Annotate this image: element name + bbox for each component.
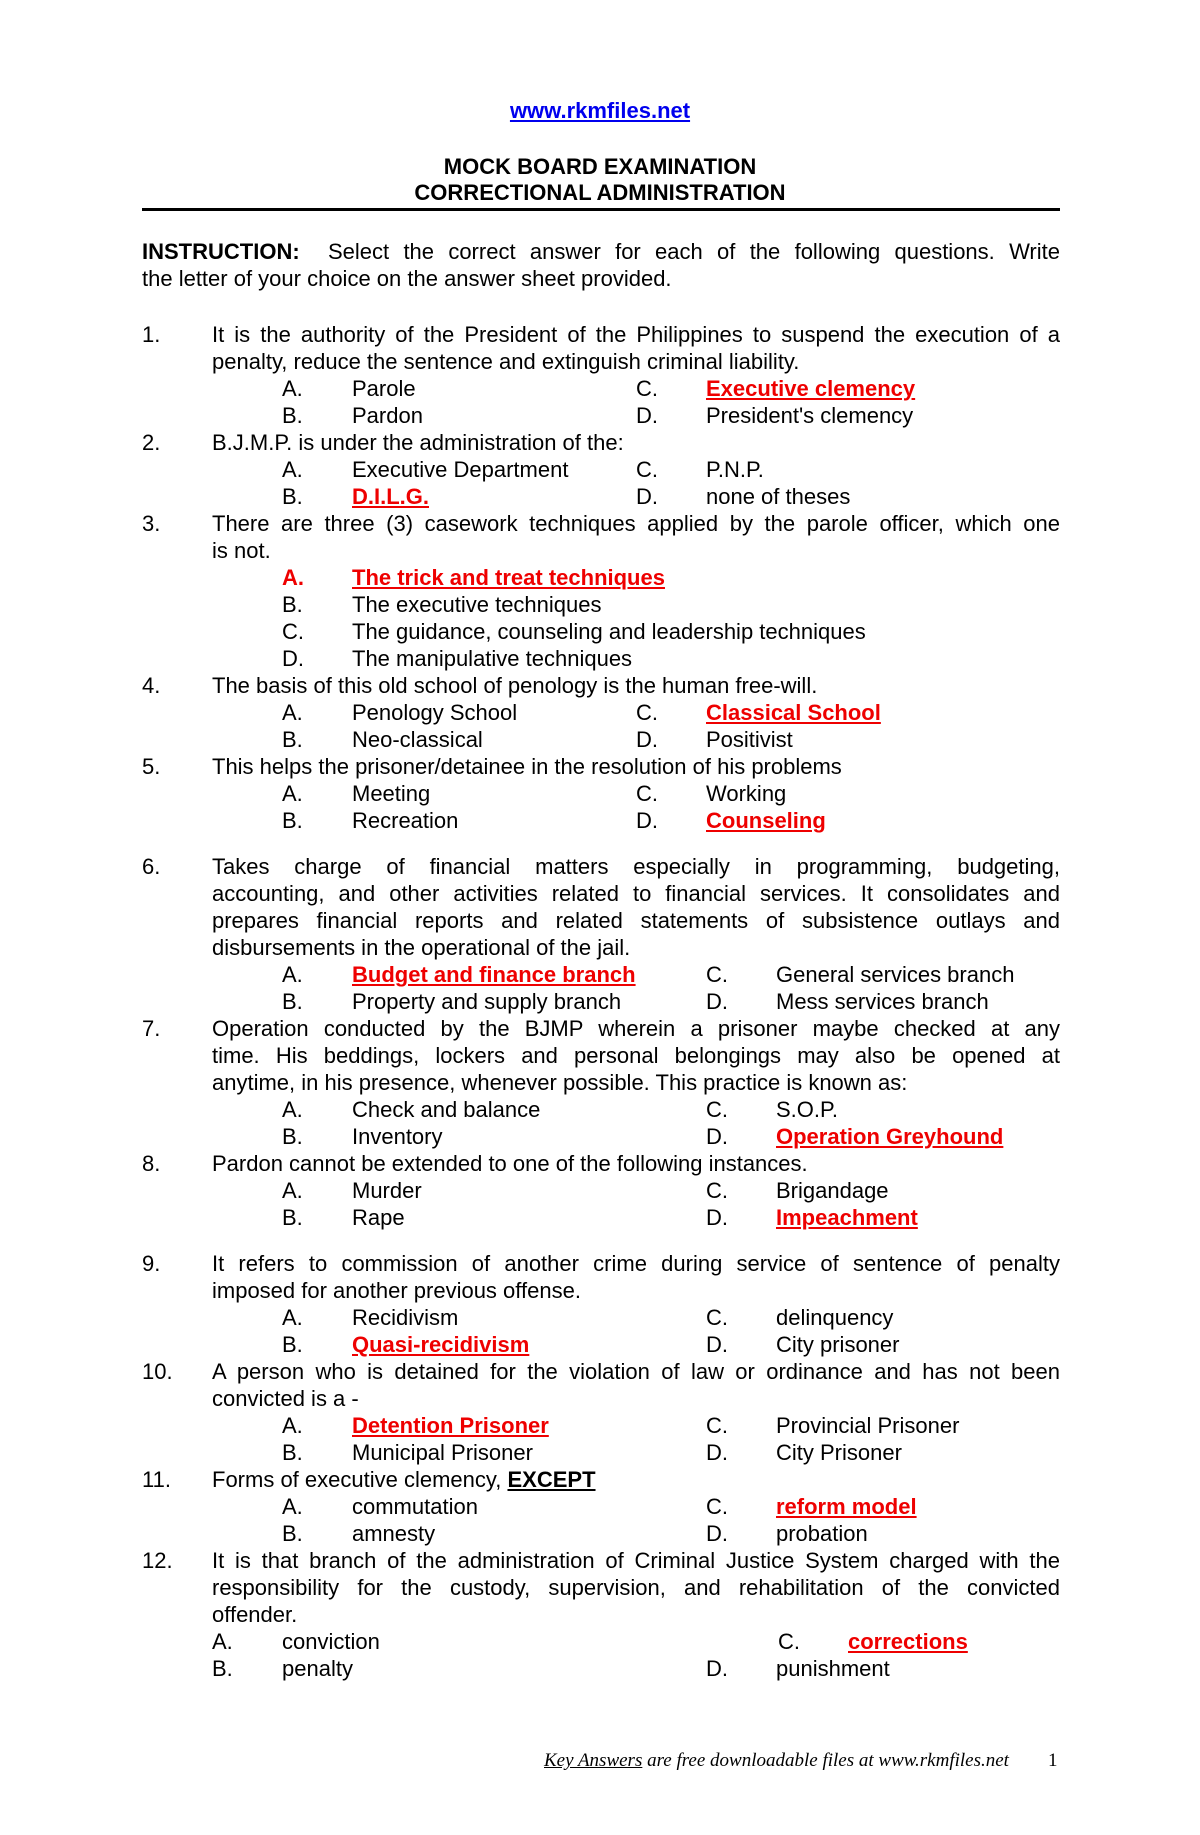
choice-letter: C. [636, 376, 658, 401]
question-text: is not. [212, 538, 271, 563]
choice-text: General services branch [776, 962, 1015, 987]
choice-letter: B. [282, 808, 303, 833]
question-text: imposed for another previous offense. [212, 1278, 581, 1303]
answer-choice: Counseling [706, 808, 826, 833]
choice-text: City Prisoner [776, 1440, 902, 1465]
choice-letter: D. [636, 484, 658, 509]
answer-choice: Impeachment [776, 1205, 918, 1230]
question-number: 12. [142, 1548, 173, 1573]
except-keyword: EXCEPT [507, 1467, 596, 1492]
answer-choice: reform model [776, 1494, 917, 1519]
header-rule [142, 208, 1060, 211]
question-text: responsibility for the custody, supervision, and rehabilitation of the convicted [212, 1575, 1060, 1600]
choice-text: S.O.P. [776, 1097, 838, 1122]
answer-choice: Executive clemency [706, 376, 916, 401]
footer-text: are free downloadable files at www.rkmfiles.net [647, 1750, 1009, 1771]
choice-letter: A. [282, 457, 303, 482]
choice-letter: D. [706, 1205, 728, 1230]
instruction-text: Select the correct answer for each of the following questions. Write [328, 239, 1060, 264]
question-number: 1. [142, 322, 161, 347]
choice-letter: C. [282, 619, 304, 644]
question-number: 10. [142, 1359, 173, 1384]
question-text: It refers to commission of another crime during service of sentence of penalty [212, 1251, 1060, 1276]
choice-letter: C. [706, 1413, 728, 1438]
question-text: This helps the prisoner/detainee in the resolution of his problems [212, 754, 842, 779]
question-number: 2. [142, 430, 161, 455]
choice-letter: A. [282, 1494, 303, 1519]
question-text: anytime, in his presence, whenever possible. This practice is known as: [212, 1070, 908, 1095]
choice-letter: B. [212, 1656, 233, 1681]
question-text: Pardon cannot be extended to one of the following instances. [212, 1151, 808, 1176]
choice-letter: B. [282, 1332, 303, 1357]
question-text-part: Forms of executive clemency, [212, 1467, 502, 1492]
question-text: Takes charge of financial matters especially in programming, budgeting, [212, 854, 1060, 879]
choice-letter: C. [636, 457, 658, 482]
choice-text: Property and supply branch [352, 989, 622, 1014]
choice-letter: B. [282, 727, 303, 752]
choice-letter: D. [706, 1656, 728, 1681]
choice-letter: A. [282, 1178, 303, 1203]
choice-letter: A. [282, 1413, 303, 1438]
choice-letter: D. [282, 646, 304, 671]
question-text: There are three (3) casework techniques applied by the parole officer, which one [212, 511, 1060, 536]
choice-letter: D. [706, 1124, 728, 1149]
choice-letter: C. [706, 1494, 728, 1519]
choice-text: Positivist [706, 727, 793, 752]
question-text: offender. [212, 1602, 298, 1627]
question-text: time. His beddings, lockers and personal belongings may also be opened at [212, 1043, 1060, 1068]
choice-text: probation [776, 1521, 868, 1546]
choice-letter: B. [282, 484, 303, 509]
choice-letter: C. [706, 1305, 728, 1330]
question-number: 8. [142, 1151, 161, 1176]
choice-letter: A. [212, 1629, 233, 1654]
question-text: Operation conducted by the BJMP wherein a prisoner maybe checked at any [212, 1016, 1060, 1041]
answer-choice: The trick and treat techniques [352, 565, 665, 590]
exam-title: MOCK BOARD EXAMINATION [443, 154, 757, 179]
choice-text: Brigandage [776, 1178, 889, 1203]
choice-letter: D. [706, 1521, 728, 1546]
answer-choice: Operation Greyhound [776, 1124, 1004, 1149]
choice-letter: D. [636, 403, 658, 428]
choice-letter: A. [282, 700, 303, 725]
answer-choice: D.I.L.G. [352, 484, 429, 509]
choice-text: penalty [282, 1656, 353, 1681]
choice-text: The manipulative techniques [352, 646, 633, 671]
answer-choice: Detention Prisoner [352, 1413, 549, 1438]
choice-letter: A. [282, 1097, 303, 1122]
question-number: 7. [142, 1016, 161, 1041]
choice-text: Mess services branch [776, 989, 989, 1014]
question-text: The basis of this old school of penology is the human free-will. [212, 673, 818, 698]
choice-text: The executive techniques [352, 592, 602, 617]
question-number: 3. [142, 511, 161, 536]
answer-choice: Classical School [706, 700, 881, 725]
answer-choice: Quasi-recidivism [352, 1332, 530, 1357]
choice-letter: B. [282, 1521, 303, 1546]
site-link[interactable]: www.rkmfiles.net [509, 98, 691, 123]
choice-text: delinquency [776, 1305, 894, 1330]
choice-text: Executive Department [352, 457, 569, 482]
exam-subject: CORRECTIONAL ADMINISTRATION [414, 180, 786, 205]
question-number: 9. [142, 1251, 161, 1276]
choice-text: President's clemency [706, 403, 914, 428]
choice-text: conviction [282, 1629, 380, 1654]
choice-text: Provincial Prisoner [776, 1413, 960, 1438]
choice-text: Meeting [352, 781, 431, 806]
choice-letter: A. [282, 1305, 303, 1330]
choice-text: Inventory [352, 1124, 443, 1149]
choice-letter: B. [282, 1440, 303, 1465]
question-text: It is that branch of the administration of Criminal Justice System charged with the [212, 1548, 1060, 1573]
choice-letter: D. [636, 727, 658, 752]
question-text: convicted is a - [212, 1386, 359, 1411]
choice-text: Neo-classical [352, 727, 483, 752]
question-number: 4. [142, 673, 161, 698]
instruction-text-2: the letter of your choice on the answer sheet provided. [142, 266, 672, 291]
choice-letter: D. [706, 989, 728, 1014]
choice-text: Working [706, 781, 787, 806]
choice-letter: B. [282, 1205, 303, 1230]
choice-text: Penology School [352, 700, 518, 725]
question-text [212, 1467, 596, 1493]
choice-letter: C. [778, 1629, 800, 1654]
question-text: prepares financial reports and related statements of subsistence outlays and [212, 908, 1060, 933]
choice-letter: B. [282, 403, 303, 428]
answer-choice: Budget and finance branch [352, 962, 636, 987]
choice-text: Murder [352, 1178, 422, 1203]
footer-key-answers: Key Answers [544, 1750, 643, 1771]
choice-letter: D. [706, 1440, 728, 1465]
choice-text: P.N.P. [706, 457, 764, 482]
choice-text: Municipal Prisoner [352, 1440, 533, 1465]
question-text: A person who is detained for the violation of law or ordinance and has not been [212, 1359, 1060, 1384]
question-text: disbursements in the operational of the jail. [212, 935, 631, 960]
choice-letter: B. [282, 592, 303, 617]
footer-note [544, 1750, 1009, 1772]
question-number: 6. [142, 854, 161, 879]
choice-letter: C. [706, 1178, 728, 1203]
choice-letter: D. [706, 1332, 728, 1357]
choice-letter: A. [282, 376, 303, 401]
question-text: B.J.M.P. is under the administration of the: [212, 430, 624, 455]
question-number: 5. [142, 754, 161, 779]
choice-letter: A. [282, 962, 303, 987]
choice-letter: A. [282, 781, 303, 806]
choice-text: Rape [352, 1205, 405, 1230]
instruction-label: INSTRUCTION: [142, 239, 300, 264]
choice-text: Check and balance [352, 1097, 541, 1122]
question-number: 11. [142, 1467, 171, 1492]
choice-text: Recidivism [352, 1305, 459, 1330]
choice-text: The guidance, counseling and leadership techniques [352, 619, 866, 644]
choice-letter: D. [636, 808, 658, 833]
choice-text: punishment [776, 1656, 890, 1681]
choice-text: commutation [352, 1494, 478, 1519]
answer-choice: corrections [848, 1629, 968, 1654]
choice-letter: C. [636, 700, 658, 725]
choice-letter: C. [706, 1097, 728, 1122]
question-text: It is the authority of the President of the Philippines to suspend the execution of a [212, 322, 1060, 347]
choice-text: amnesty [352, 1521, 436, 1546]
choice-letter: B. [282, 989, 303, 1014]
choice-letter: B. [282, 1124, 303, 1149]
choice-text: Pardon [352, 403, 423, 428]
choice-letter: C. [636, 781, 658, 806]
question-text: penalty, reduce the sentence and extinguish criminal liability. [212, 349, 800, 374]
choice-text: Parole [352, 376, 416, 401]
choice-text: City prisoner [776, 1332, 900, 1357]
choice-text: none of theses [706, 484, 851, 509]
question-text: accounting, and other activities related to financial services. It consolidates and [212, 881, 1060, 906]
choice-letter: C. [706, 962, 728, 987]
page-number: 1 [1048, 1750, 1058, 1771]
answer-letter: A. [282, 565, 304, 590]
choice-text: Recreation [352, 808, 459, 833]
